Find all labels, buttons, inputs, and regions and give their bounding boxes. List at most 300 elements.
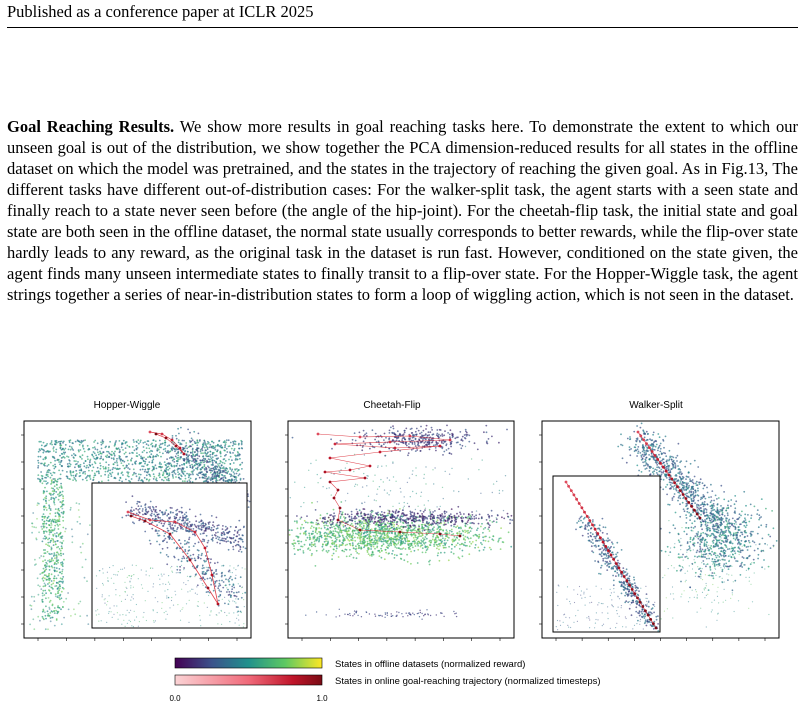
offline-state-point [204,579,206,581]
offline-state-point [219,580,221,582]
offline-state-point [366,538,368,540]
offline-state-point [150,453,152,455]
offline-state-point [237,451,239,453]
offline-state-point [80,469,82,471]
offline-state-point [325,524,327,526]
offline-state-point [56,567,58,569]
offline-state-point [207,542,209,544]
offline-state-point [184,471,186,473]
offline-state-point [233,583,235,585]
offline-state-point [426,534,428,536]
offline-state-point [138,626,139,627]
offline-state-point [56,582,58,584]
offline-state-point [361,543,363,545]
offline-state-point [171,566,172,567]
offline-state-point [144,441,146,443]
offline-state-point [385,540,387,542]
offline-state-point [58,528,60,530]
offline-state-point [233,592,235,594]
offline-state-point [239,454,241,456]
offline-state-point [244,606,245,607]
offline-state-point [202,452,204,454]
offline-state-point [457,525,459,527]
offline-state-point [190,590,191,591]
offline-state-point [182,470,184,472]
offline-state-point [372,429,374,431]
offline-state-point [190,478,192,480]
offline-state-point [126,465,128,467]
offline-state-point [391,532,393,534]
offline-state-point [173,458,175,460]
offline-state-point [211,447,213,449]
offline-state-point [35,527,37,529]
trajectory-point [161,433,164,436]
offline-state-point [329,527,331,529]
offline-state-point [405,515,407,517]
offline-state-point [118,571,119,572]
offline-state-point [123,461,125,463]
offline-state-point [178,439,180,441]
offline-state-point [56,536,58,538]
offline-state-point [226,532,228,534]
offline-state-point [173,542,175,544]
offline-state-point [205,468,207,470]
offline-state-point [391,432,393,434]
offline-state-point [464,525,466,527]
offline-state-point [238,550,240,552]
offline-state-point [318,527,320,529]
trajectory-point [211,574,214,577]
offline-state-point [389,430,391,432]
offline-state-point [161,443,163,445]
offline-state-point [39,620,41,622]
offline-state-point [412,511,414,513]
offline-state-point [333,509,335,511]
offline-state-point [379,532,381,534]
offline-state-point [429,560,431,562]
offline-state-point [63,588,65,590]
offline-state-point [421,524,423,526]
offline-state-point [125,456,127,458]
offline-state-point [121,481,123,483]
offline-state-point [217,480,219,482]
offline-state-point [125,447,127,449]
offline-state-point [311,555,313,557]
offline-state-point [32,526,34,528]
offline-state-point [149,508,151,510]
offline-state-point [508,531,510,533]
offline-state-point [200,452,202,454]
offline-state-point [225,441,227,443]
offline-state-point [486,519,488,521]
offline-state-point [422,528,424,530]
offline-state-point [230,576,232,578]
offline-state-point [138,505,140,507]
offline-state-point [376,524,378,526]
offline-state-point [154,511,156,513]
offline-state-point [352,533,354,535]
offline-state-point [418,445,420,447]
offline-state-point [169,607,170,608]
offline-state-point [212,521,214,523]
offline-state-point [511,515,513,517]
offline-state-point [230,442,232,444]
offline-state-point [43,549,45,551]
offline-state-point [130,621,131,622]
offline-state-point [352,542,354,544]
offline-state-point [327,525,329,527]
offline-state-point [408,506,410,508]
offline-state-point [139,476,141,478]
offline-state-point [208,540,210,542]
offline-state-point [400,558,402,560]
offline-state-point [363,547,365,549]
offline-state-point [153,610,154,611]
offline-state-point [336,548,338,550]
offline-state-point [53,446,55,448]
offline-state-point [329,522,331,524]
offline-state-point [404,540,406,542]
offline-state-point [109,608,110,609]
offline-state-point [510,546,512,548]
offline-state-point [384,518,386,520]
offline-state-point [157,448,159,450]
offline-state-point [449,518,451,520]
offline-state-point [44,569,46,571]
offline-state-point [242,567,243,568]
offline-state-point [339,524,341,526]
offline-state-point [498,442,500,444]
offline-state-point [170,528,172,530]
offline-state-point [498,539,500,541]
offline-state-point [49,561,51,563]
offline-state-point [431,514,433,516]
offline-state-point [231,579,233,581]
offline-state-point [355,548,357,550]
offline-state-point [438,549,440,551]
offline-state-point [186,448,188,450]
offline-state-point [109,472,111,474]
offline-state-point [102,466,104,468]
offline-state-point [231,478,233,480]
offline-state-point [192,454,194,456]
offline-state-point [50,498,52,500]
offline-state-point [194,455,196,457]
offline-state-point [410,563,412,565]
offline-state-point [142,481,144,483]
offline-state-point [106,622,107,623]
offline-state-point [208,458,210,460]
offline-state-point [66,471,68,473]
offline-state-point [370,516,372,518]
offline-state-point [202,573,204,575]
offline-state-point [70,509,72,511]
offline-state-point [429,509,431,511]
offline-state-point [338,536,340,538]
offline-state-point [214,476,216,478]
offline-state-point [200,558,202,560]
offline-state-point [219,469,221,471]
offline-state-point [157,535,159,537]
offline-state-point [311,521,313,523]
offline-state-point [347,514,349,516]
offline-state-point [236,618,237,619]
offline-state-point [58,441,60,443]
offline-state-point [470,543,472,545]
offline-state-point [383,515,385,517]
trajectory-point [179,447,182,450]
offline-state-point [188,526,190,528]
offline-state-point [336,544,338,546]
offline-state-point [415,438,417,440]
offline-state-point [243,478,245,480]
trajectory-point [207,587,210,590]
offline-state-point [194,576,195,577]
offline-state-point [480,526,482,528]
offline-state-point [175,517,177,519]
offline-state-point [44,458,46,460]
offline-state-point [169,584,170,585]
offline-state-point [208,526,210,528]
offline-state-point [48,575,50,577]
offline-state-point [39,586,41,588]
offline-state-point [179,566,181,568]
offline-state-point [187,576,188,577]
offline-state-point [62,576,64,578]
offline-state-point [233,541,235,543]
offline-state-point [439,529,441,531]
offline-state-point [487,514,489,516]
trajectory-point [127,511,130,514]
offline-state-point [334,515,336,517]
offline-state-point [388,553,390,555]
offline-state-point [338,556,340,558]
offline-state-point [457,542,459,544]
offline-state-point [451,516,453,518]
offline-state-point [481,516,483,518]
offline-state-point [315,546,317,548]
offline-state-point [224,585,225,586]
offline-state-point [311,546,313,548]
offline-state-point [68,609,70,611]
offline-state-point [169,472,171,474]
offline-state-point [208,595,209,596]
offline-state-point [289,534,291,536]
offline-state-point [46,527,48,529]
offline-state-point [166,554,168,556]
offline-state-point [167,513,169,515]
offline-state-point [497,541,499,543]
offline-state-point [159,476,161,478]
offline-state-point [52,457,54,459]
offline-state-point [52,530,54,532]
offline-state-point [444,540,446,542]
offline-state-point [403,534,405,536]
offline-state-point [46,465,48,467]
offline-state-point [229,565,230,566]
offline-state-point [202,450,204,452]
offline-state-point [425,428,427,430]
offline-state-point [125,441,127,443]
offline-state-point [375,521,377,523]
offline-state-point [212,473,214,475]
offline-state-point [473,523,475,525]
offline-state-point [192,450,194,452]
offline-state-point [506,429,508,431]
offline-state-point [43,586,45,588]
offline-state-point [105,447,107,449]
offline-state-point [152,458,154,460]
offline-state-point [228,439,230,441]
offline-state-point [152,518,154,520]
offline-state-point [129,612,130,613]
offline-state-point [419,531,421,533]
offline-state-point [203,567,205,569]
offline-state-point [413,529,415,531]
offline-state-point [414,535,416,537]
offline-state-point [390,541,392,543]
offline-state-point [47,517,49,519]
offline-state-point [45,507,47,509]
offline-state-point [170,507,172,509]
offline-state-point [53,502,55,504]
offline-state-point [115,440,117,442]
offline-state-point [454,546,456,548]
offline-state-point [315,523,317,525]
offline-state-point [405,526,407,528]
offline-state-point [202,455,204,457]
offline-state-point [459,558,461,560]
offline-state-point [127,577,128,578]
offline-state-point [467,516,469,518]
offline-state-point [213,526,215,528]
offline-state-point [329,536,331,538]
offline-state-point [87,445,89,447]
offline-state-point [131,507,133,509]
offline-state-point [196,567,198,569]
offline-state-point [198,606,199,607]
offline-state-point [120,569,121,570]
offline-state-point [390,537,392,539]
offline-state-point [61,465,63,467]
offline-state-point [416,434,418,436]
offline-state-point [330,546,332,548]
offline-state-point [297,536,299,538]
offline-state-point [360,539,362,541]
offline-state-point [417,549,419,551]
offline-state-point [408,518,410,520]
offline-state-point [121,471,123,473]
offline-state-point [440,539,442,541]
offline-state-point [403,526,405,528]
offline-state-point [155,597,156,598]
offline-state-point [78,509,80,511]
offline-state-point [207,478,209,480]
offline-state-point [199,525,201,527]
offline-state-point [215,585,217,587]
offline-state-point [71,448,73,450]
offline-state-point [71,528,73,530]
offline-state-point [127,595,128,596]
offline-state-point [60,483,62,485]
offline-state-point [459,544,461,546]
offline-state-point [378,538,380,540]
offline-state-point [48,578,50,580]
offline-state-point [91,464,93,466]
offline-state-point [354,530,356,532]
offline-state-point [140,505,142,507]
offline-state-point [40,588,42,590]
offline-state-point [183,557,185,559]
offline-state-point [444,538,446,540]
offline-state-point [195,478,197,480]
offline-state-point [73,475,75,477]
offline-state-point [51,573,53,575]
offline-state-point [59,541,61,543]
offline-state-point [45,502,47,504]
offline-state-point [197,525,199,527]
offline-state-point [322,518,324,520]
offline-state-point [31,522,33,524]
offline-state-point [236,455,238,457]
offline-state-point [238,530,240,532]
offline-state-point [61,623,63,625]
offline-state-point [158,513,160,515]
offline-state-point [63,601,65,603]
offline-state-point [239,548,241,550]
offline-state-point [166,541,168,543]
offline-state-point [215,462,217,464]
offline-state-point [331,558,333,560]
offline-state-point [318,541,320,543]
offline-state-point [441,433,443,435]
offline-state-point [235,602,236,603]
offline-state-point [212,464,214,466]
offline-state-point [138,511,140,513]
offline-state-point [166,458,168,460]
offline-state-point [342,530,344,532]
offline-state-point [62,535,64,537]
offline-state-point [211,527,213,529]
offline-state-point [331,555,333,557]
offline-state-point [355,523,357,525]
offline-state-point [100,468,102,470]
offline-state-point [45,451,47,453]
offline-state-point [150,444,152,446]
offline-state-point [188,477,190,479]
offline-state-point [400,526,402,528]
offline-state-point [108,479,110,481]
offline-state-point [42,611,44,613]
offline-state-point [406,536,408,538]
offline-state-point [47,560,49,562]
offline-state-point [71,442,73,444]
offline-state-point [458,539,460,541]
offline-state-point [62,508,64,510]
offline-state-point [455,518,457,520]
offline-state-point [398,534,400,536]
offline-state-point [204,602,205,603]
offline-state-point [372,542,374,544]
offline-state-point [382,514,384,516]
offline-state-point [380,514,382,516]
offline-state-point [300,546,302,548]
offline-state-point [49,520,51,522]
offline-state-point [182,480,184,482]
offline-state-point [353,547,355,549]
offline-state-point [217,527,219,529]
offline-state-point [233,567,234,568]
